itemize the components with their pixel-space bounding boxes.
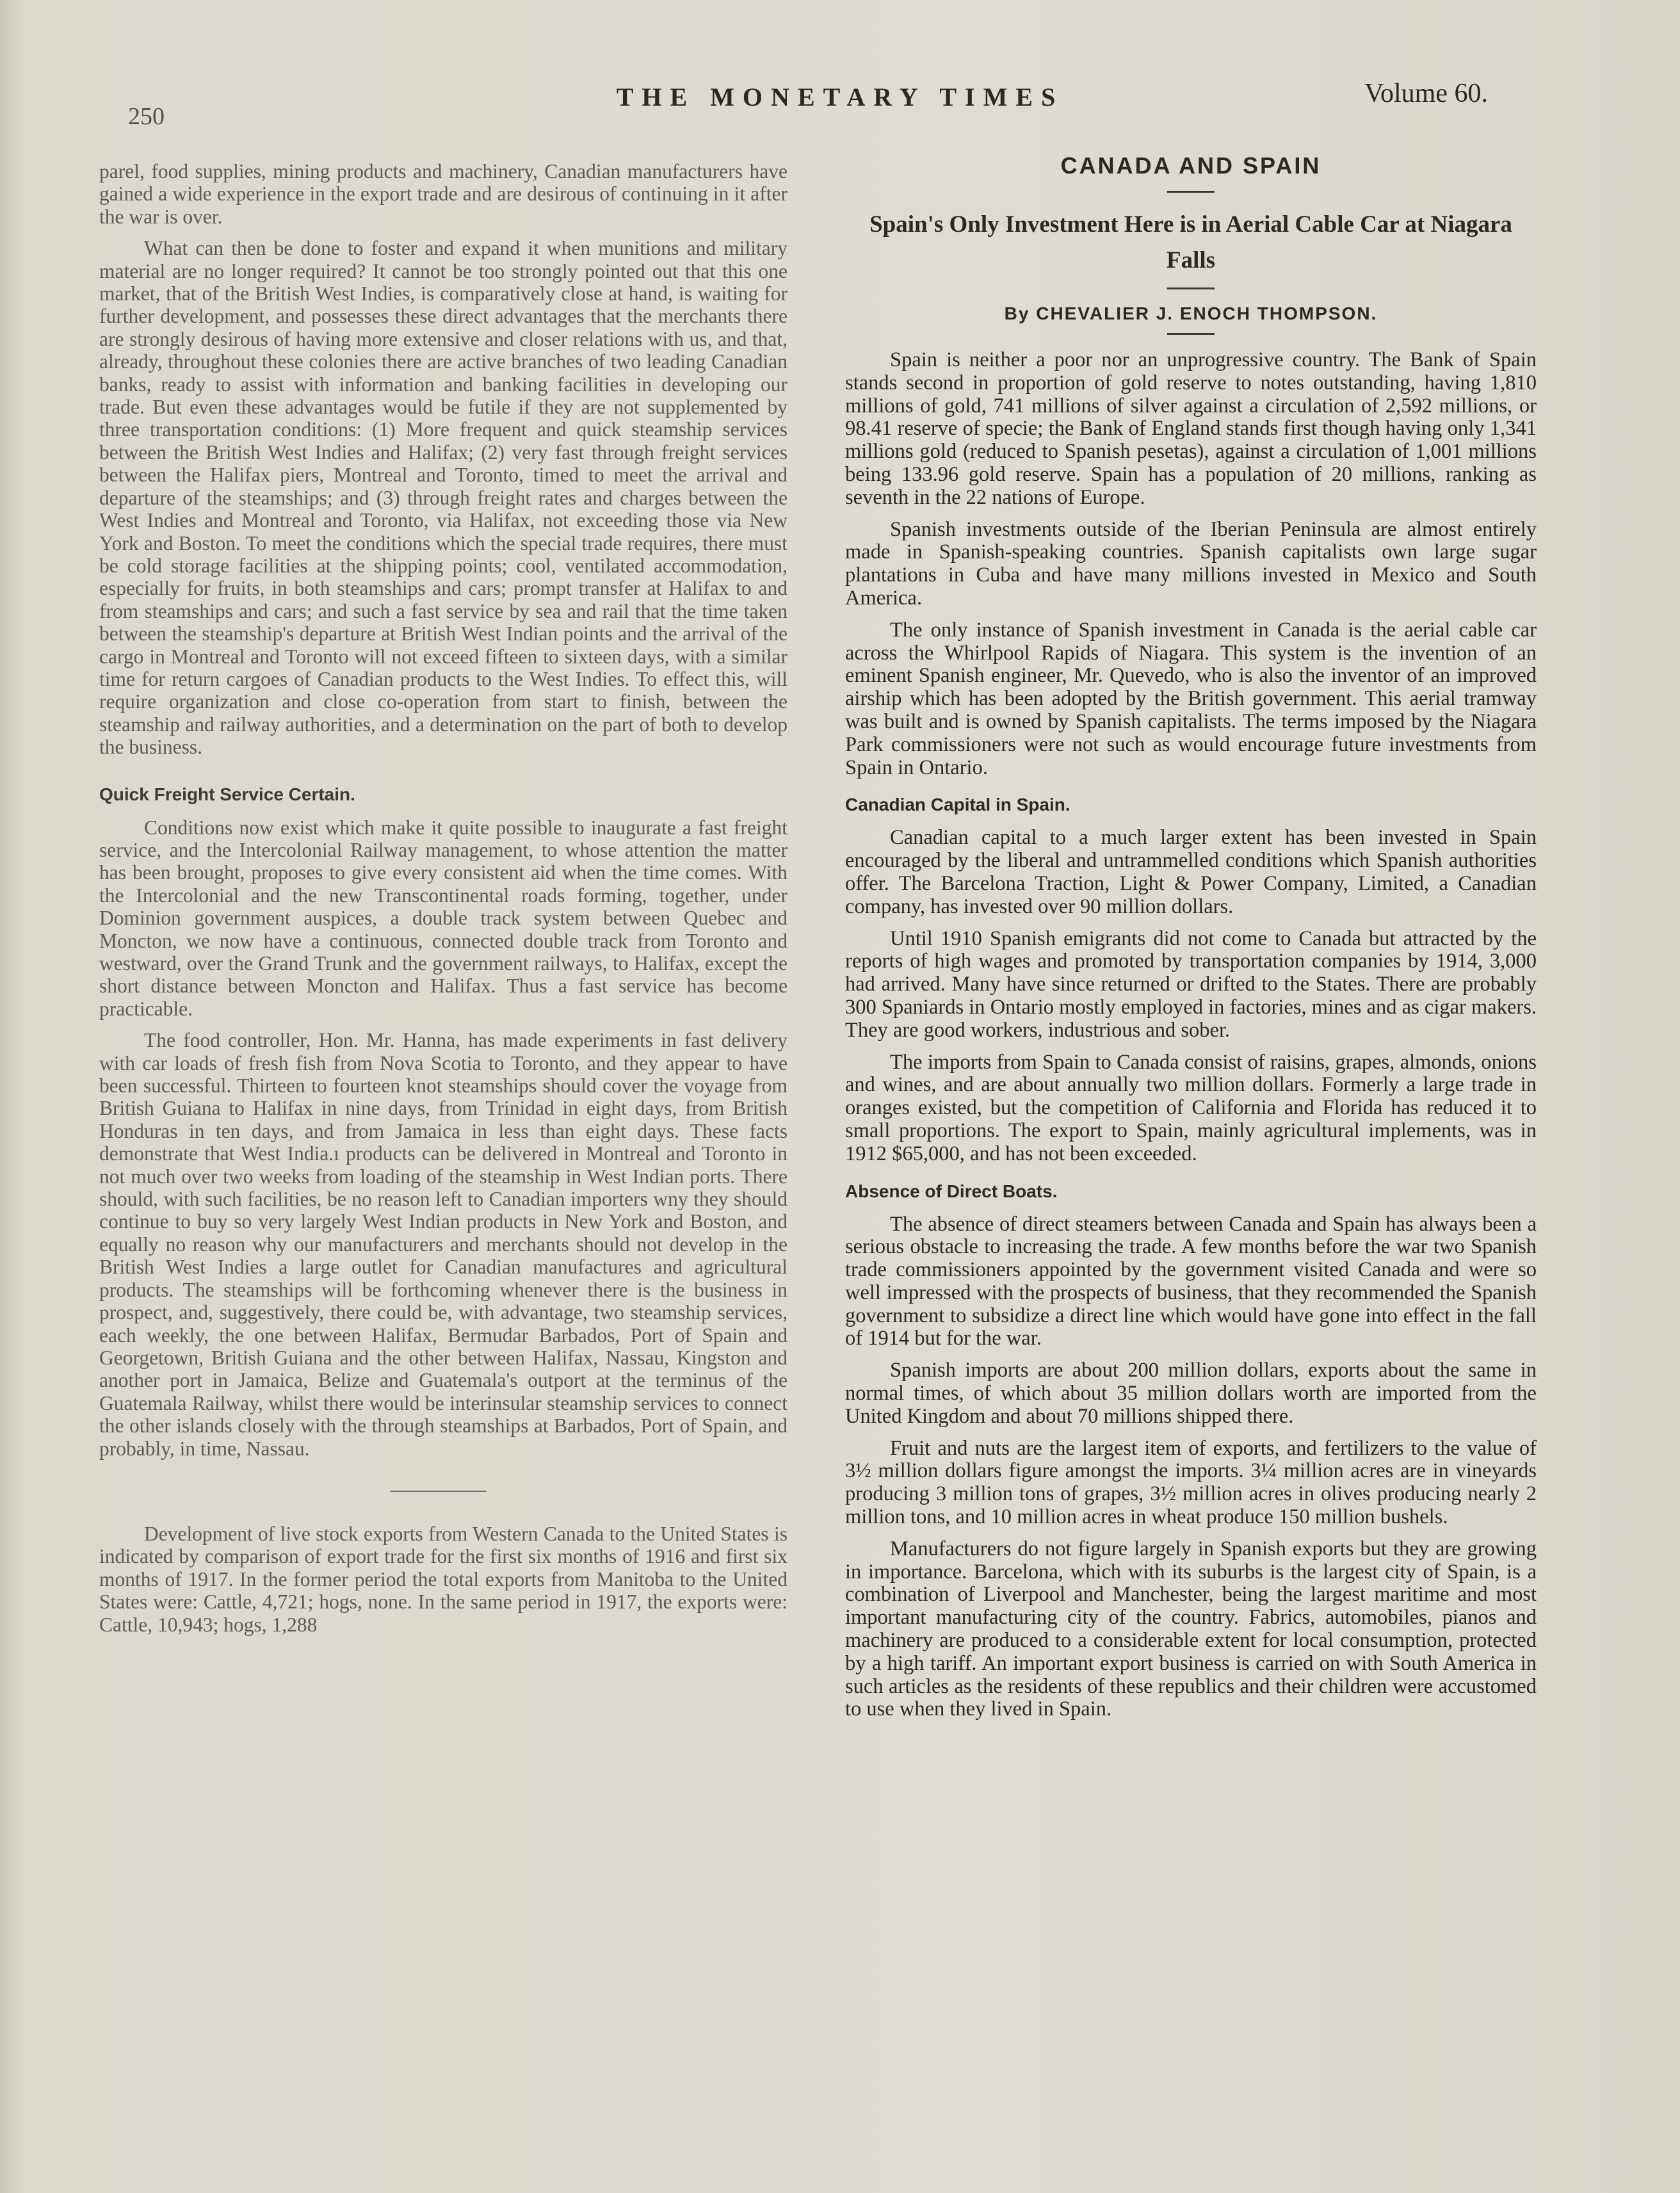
right-section-heading-1: Canadian Capital in Spain. (845, 795, 1070, 815)
right-paragraph-9: Fruit and nuts are the largest item of exports, and fertilizers to the value of 3½ million dollars figure amongst the imports. 3¼ million acres are in vineyards producing 3 million tons of grapes, 3½ million acres in olives producing nearly 2 million tons, and 10 million acres in wheat produce 150 million bushels. (845, 1436, 1537, 1529)
right-paragraph-3: The only instance of Spanish investment in Canada is the aerial cable car across the Whirlpool Rapids of Niagara. This system is the invention of an eminent Spanish engineer, Mr. Quevedo, who is also the inventor of an improved airship which has been adopted by the British government. This aerial tramway was built and is owned by Spanish capitalists. The terms imposed by the Niagara Park commissioners were not such as would encourage future investments from Spain in Ontario. (845, 618, 1537, 779)
article-title: CANADA AND SPAIN (1060, 152, 1321, 179)
byline-rule (1167, 333, 1215, 335)
left-section-heading: Quick Freight Service Certain. (99, 784, 355, 804)
volume-label: Volume 60. (1364, 79, 1488, 108)
left-column (99, 160, 788, 1645)
article-subtitle: Spain's Only Investment Here is in Aerial Cable Car at Niagara Falls (869, 211, 1512, 273)
right-paragraph-8: Spanish imports are about 200 million dollars, exports about the same in normal times, of which about 35 million dollars worth are imported from the United Kingdom and about 70 millions shipped there. (845, 1359, 1537, 1428)
livestock-notice (99, 1523, 788, 1636)
section-divider (391, 1491, 487, 1492)
left-paragraph-1: parel, food supplies, mining products and machinery, Canadian manufacturers have gained a wide experience in the export trade and are desirous of continuing in it after the war is over. (99, 160, 788, 228)
title-rule (1167, 191, 1215, 193)
right-paragraph-5: Until 1910 Spanish emigrants did not come to Canada but attracted by the reports of high wages and promoted by transportation companies by 1914, 3,000 had arrived. Many have since returned or drifted to the States. There are probably 300 Spaniards in Ontario mostly employed in factories, mines and as cigar makers. They are good workers, industrious and sober. (845, 927, 1537, 1042)
livestock-notice-text: Development of live stock exports from Western Canada to the United States is indicated by comparison of export trade for the first six months of 1916 and first six months of 1917. In the former period the total exports from Manitoba to the United States were: Cattle, 4,721; hogs, none. In the same period in 1917, the exports were: Cattle, 10,943; hogs, 1,288 (99, 1522, 788, 1636)
subtitle-rule (1167, 287, 1215, 289)
right-section-heading-2: Absence of Direct Boats. (845, 1181, 1058, 1201)
page-number: 250 (128, 103, 165, 130)
right-paragraph-6: The imports from Spain to Canada consist of raisins, grapes, almonds, onions and wines, and are about annually two million dollars. Formerly a large trade in oranges existed, but the competition of California and Florida has reduced it to small proportions. The export to Spain, mainly agricultural implements, was in 1912 $65,000, and has not been exceeded. (845, 1050, 1537, 1165)
left-paragraph-2: What can then be done to foster and expand it when munitions and military material are no longer required? It cannot be too strongly pointed out that this one market, that of the British West Indies, is comparatively close at hand, is waiting for further development, and possesses these direct advantages that the merchants there are strongly desirous of having more extensive and closer relations with us, and that, already, throughout these colonies there are active branches of two leading Canadian banks, ready to assist with information and banking facilities in developing our trade. But even these advantages would be futile if they are not supplemented by three transportation conditions: (1) More frequent and quick steamship services between the British West Indies and Halifax; (2) very fast through freight services between the Halifax piers, Montreal and Toronto, timed to meet the arrival and departure of the steamships; and (3) through freight rates and charges between the West Indies and Montreal and Toronto, via Halifax, not exceeding those via New York and Boston. To meet the conditions which the special trade requires, there must be cold storage facilities at the shipping points; cool, ventilated accommodation, especially for fruits, in both steamships and cars; prompt transfer at Halifax to and from steamships and cars; and such a fast service by sea and rail that the time taken between the steamship's departure at British West Indian points and the arrival of the cargo in Montreal and Toronto will not exceed fifteen to sixteen days, with a similar time for return cargoes of Canadian products to the West Indies. To effect this, will require organization and close co-operation from start to finish, between the steamship and railway authorities, and a determination on the part of both to develop the business. (99, 237, 788, 759)
right-paragraph-1: Spain is neither a poor nor an unprogressive country. The Bank of Spain stands second in proportion of gold reserve to notes outstanding, having 1,810 millions of gold, 741 millions of silver against a circulation of 2,592 millions, or 98.41 reserve of specie; the Bank of England stands first though having only 1,341 millions gold (reduced to Spanish pesetas), against a circulation of 1,001 millions being 133.96 gold reserve. Spain has a population of 20 millions, ranking as seventh in the 22 nations of Europe. (845, 348, 1537, 509)
left-paragraph-3: Conditions now exist which make it quite possible to inaugurate a fast freight service, and the Intercolonial Railway management, to whose attention the matter has been brought, proposes to give every consistent aid when the time comes. With the Intercolonial and the new Transcontinental roads forming, together, under Dominion government auspices, a double track system between Quebec and Moncton, we now have a continuous, connected double track from Toronto and westward, over the Grand Trunk and the government railways, to Halifax, except the short distance between Moncton and Halifax. Thus a fast service has become practicable. (99, 816, 788, 1020)
article-byline: By CHEVALIER J. ENOCH THOMPSON. (1004, 303, 1378, 323)
right-paragraph-2: Spanish investments outside of the Iberian Peninsula are almost entirely made in Spanish-speaking countries. Spanish capitalists own large sugar plantations in Cuba and have many millions invested in Mexico and South America. (845, 517, 1537, 610)
right-paragraph-4: Canadian capital to a much larger extent has been invested in Spain encouraged by the liberal and untrammelled conditions which Spanish authorities offer. The Barcelona Traction, Light & Power Company, Limited, a Canadian company, has invested over 90 million dollars. (845, 826, 1537, 918)
right-paragraph-7: The absence of direct steamers between Canada and Spain has always been a serious obstacle to increasing the trade. A few months before the war two Spanish trade commissioners appointed by the government visited Canada and were so well impressed with the prospects of business, that they recommended the Spanish government to subsidize a direct line which would have gone into effect in the fall of 1914 but for the war. (845, 1212, 1537, 1350)
right-column (845, 152, 1537, 1730)
masthead-title: THE MONETARY TIMES (616, 83, 1064, 111)
left-paragraph-4: The food controller, Hon. Mr. Hanna, has made experiments in fast delivery with car loads of fresh fish from Nova Scotia to Toronto, and they appear to have been successful. Thirteen to fourteen knot steamships should cover the voyage from British Guiana to Halifax in nine days, from Trinidad in eight days, from British Honduras in ten days, and from Jamaica in less than eight days. These facts demonstrate that West India.ı products can be delivered in Montreal and Toronto in not much over two weeks from loading of the steamship in West Indian ports. There should, with such facilities, be no reason left to Canadian importers wny they should continue to buy so very largely West Indian products in New York and Boston, and equally no reason why our manufacturers and merchants should not develop in the British West Indies a large outlet for Canadian manufactures and agricultural products. The steamships will be forthcoming whenever there is the business in prospect, and, suggestively, there could be, with advantage, two steamship services, each weekly, the one between Halifax, Bermudar Barbados, Port of Spain and Georgetown, British Guiana and the other between Halifax, Nassau, Kingston and another port in Jamaica, Belize and Guatemala's outport at the terminus of the Guatemala Railway, whilst there would be interinsular steamship services to connect the other islands closely with the through steamships at Barbados, Port of Spain, and probably, in time, Nassau. (99, 1029, 788, 1460)
right-paragraph-10: Manufacturers do not figure largely in Spanish exports but they are growing in importance. Barcelona, which with its suburbs is the largest city of Spain, is a combination of Liverpool and Manchester, being the largest maritime and most important manufacturing city of the country. Fabrics, automobiles, pianos and machinery are produced to a considerable extent for local consumption, protected by a high tariff. An important export business is carried on with South America in such articles as the residents of these republics and their children were accustomed to use when they lived in Spain. (845, 1537, 1537, 1721)
